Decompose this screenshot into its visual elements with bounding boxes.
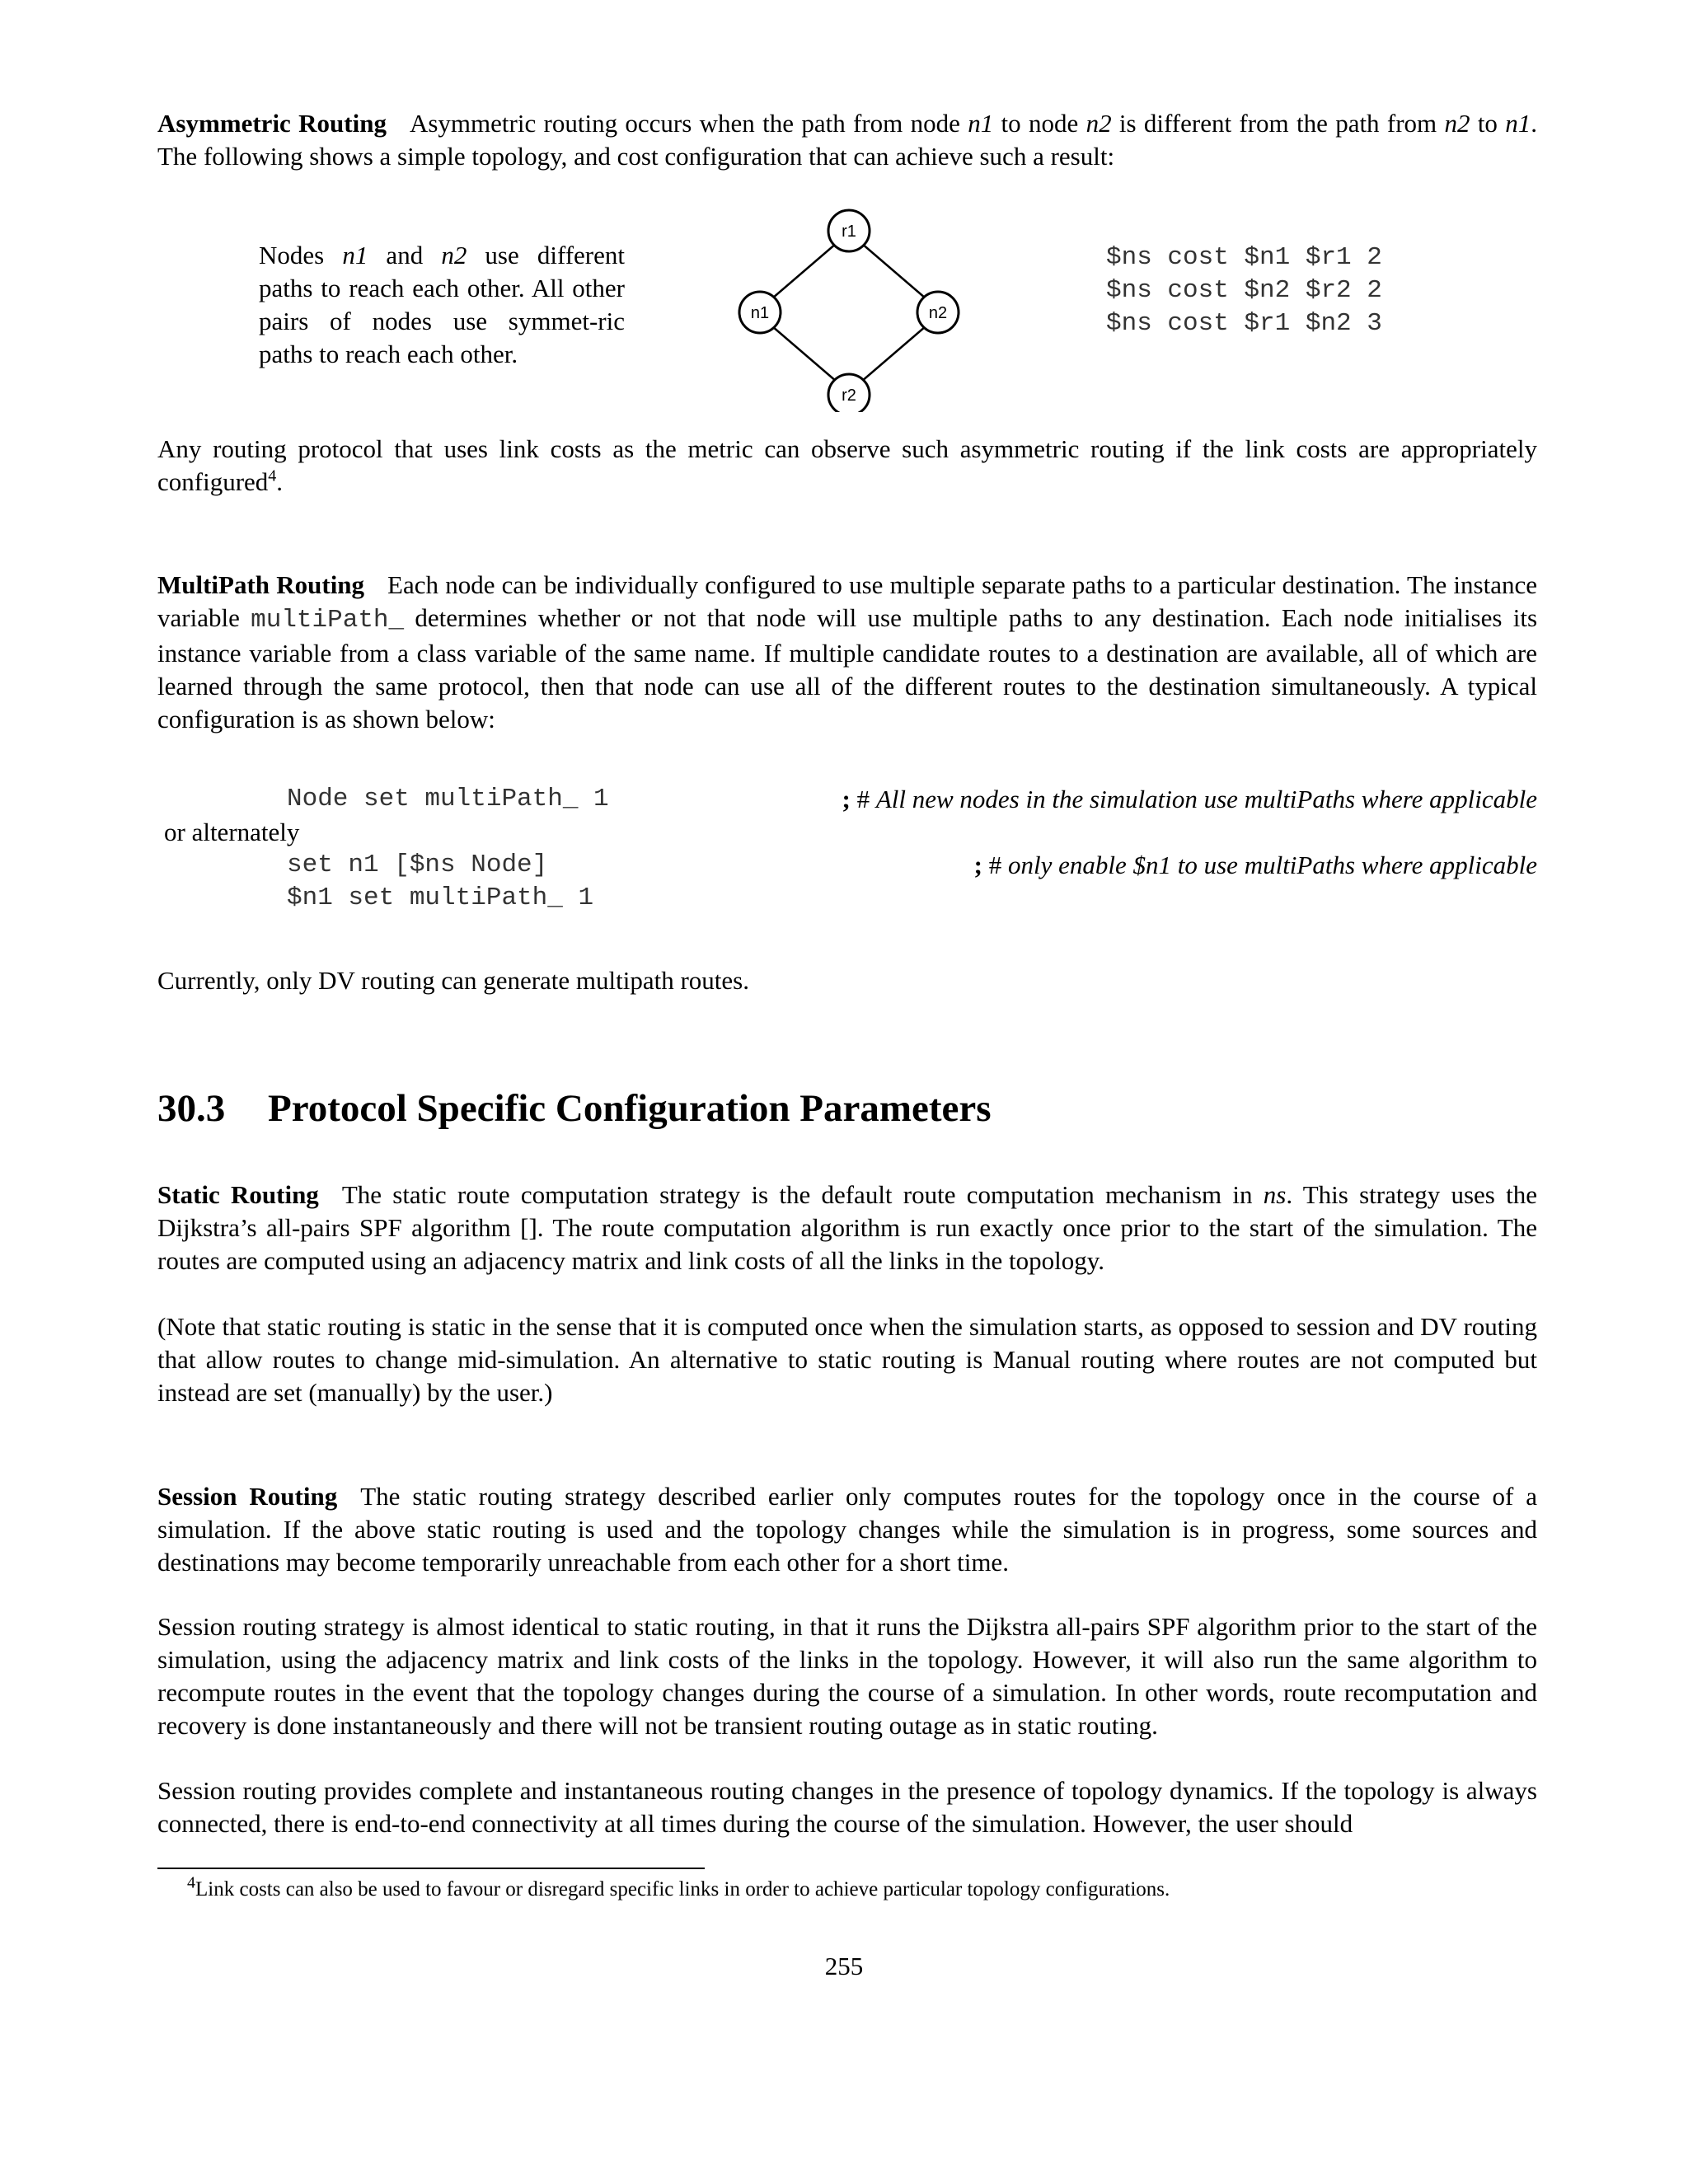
- node-n2-label: n2: [928, 304, 948, 322]
- asymmetric-conclusion-paragraph: Any routing protocol that uses link costs as the metric can observe such asymmetric routing if the link costs are appropriately configured$^4$.: [157, 434, 1537, 496]
- footnote-rule: [157, 1868, 705, 1869]
- node-r1-label: r1: [842, 223, 856, 241]
- cost-code-line: $ns cost $r1 $n2 3: [1106, 309, 1382, 338]
- multipath-code-comment: ; # only enable $n1 to use multiPaths where applicable: [973, 851, 1537, 879]
- multipath-routing-paragraph: MultiPath Routing Each node can be individually configured to use multiple separate paths to a particular destination. The instance variable multiPath_ determines whether or not that node will use multiple paths to any destination. Each node initialises its instance variable from a class variable of the same name. If multiple candidate routes to a destination are available, all of which are learned through the same protocol, then that node can use all of the different routes to the destination simultaneously. A typical configuration is as shown below:: [157, 570, 1538, 733]
- section-title: Protocol Specific Configuration Parameters: [268, 1087, 992, 1130]
- multipath-code-line: $n1 set multiPath_ 1: [287, 883, 594, 912]
- multipath-currently-text: Currently, only DV routing can generate multipath routes.: [157, 966, 749, 995]
- asymmetric-routing-title: Asymmetric Routing: [157, 109, 387, 138]
- section-number: 30.3: [157, 1087, 226, 1130]
- node-r2-label: r2: [842, 387, 856, 405]
- cost-code-line: $ns cost $n2 $r2 2: [1106, 276, 1382, 305]
- page-number: 255: [824, 1952, 864, 1980]
- asymmetric-side-text: Nodes n1 and n2 use different paths to reach each other. All other pairs of nodes use symmet-ric paths to reach each other.: [259, 241, 626, 368]
- session-routing-paragraph: Session Routing The static routing strategy described earlier only computes routes for the topology once in the course of a simulation. If the above static routing is used and the topology changes while the simulation is in progress, some sources and destinations may become temporarily unreachable from each other for a short time.: [157, 1482, 1538, 1577]
- multipath-code-line: set n1 [$ns Node]: [287, 851, 548, 879]
- footnote-ref: 4: [268, 466, 277, 485]
- multipath-code-line: Node set multiPath_ 1: [287, 785, 609, 813]
- link-r1-n1: [767, 243, 837, 303]
- node-n1-label: n1: [750, 304, 770, 322]
- footnote-mark: 4: [187, 1873, 195, 1892]
- link-n1-r2: [767, 321, 837, 382]
- multipath-code-comment: ; # All new nodes in the simulation use multiPaths where applicable: [842, 785, 1537, 813]
- link-r1-n2: [861, 243, 931, 303]
- section-heading: [157, 1085, 992, 1132]
- static-routing-note: (Note that static routing is static in the sense that it is computed once when the simulation starts, as opposed to session and DV routing that allow routes to change mid-simulation. An alternative to static routing is Manual routing where routes are not computed but instead are set (manually) by the user.): [157, 1312, 1537, 1407]
- static-routing-paragraph: Static Routing The static route computation strategy is the default route computation mechanism in ns. This strategy uses the Dijkstra’s all-pairs SPF algorithm []. The route computation algorithm is run exactly once prior to the start of the simulation. The routes are computed using an adjacency matrix and link costs of all the links in the topology.: [157, 1180, 1537, 1275]
- session-routing-paragraph-2: Session routing strategy is almost identical to static routing, in that it runs the Dijkstra all-pairs SPF algorithm prior to the start of the simulation, using the adjacency matrix and link costs of the links in the topology. However, it will also run the same algorithm to recompute routes in the event that the topology changes during the course of a simulation. In other words, route recomputation and recovery is done instantaneously and there will not be transient routing outage as in static routing.: [157, 1612, 1537, 1740]
- asymmetric-routing-paragraph: Asymmetric Routing Asymmetric routing occurs when the path from node n1 to node n2 is different from the path from n2 to n1. The following shows a simple topology, and cost configuration that can achieve such a result:: [157, 109, 1538, 171]
- session-routing-paragraph-3: Session routing provides complete and instantaneous routing changes in the presence of topology dynamics. If the topology is always connected, there is end-to-end connectivity at all times during the course of the simulation. However, the user should: [157, 1776, 1537, 1838]
- link-n2-r2: [861, 321, 931, 382]
- footnote: $^4$Link costs can also be used to favour or disregard specific links in order to achieve particular topology configurations.: [187, 1873, 1170, 1900]
- topology-diagram: [725, 206, 973, 412]
- session-routing-title: Session Routing: [157, 1482, 338, 1511]
- multipath-routing-title: MultiPath Routing: [157, 570, 365, 599]
- cost-code-line: $ns cost $n1 $r1 2: [1106, 243, 1382, 272]
- multipath-variable: multiPath_: [251, 606, 405, 635]
- or-alternately-text: or alternately: [164, 818, 300, 846]
- static-routing-title: Static Routing: [157, 1180, 319, 1209]
